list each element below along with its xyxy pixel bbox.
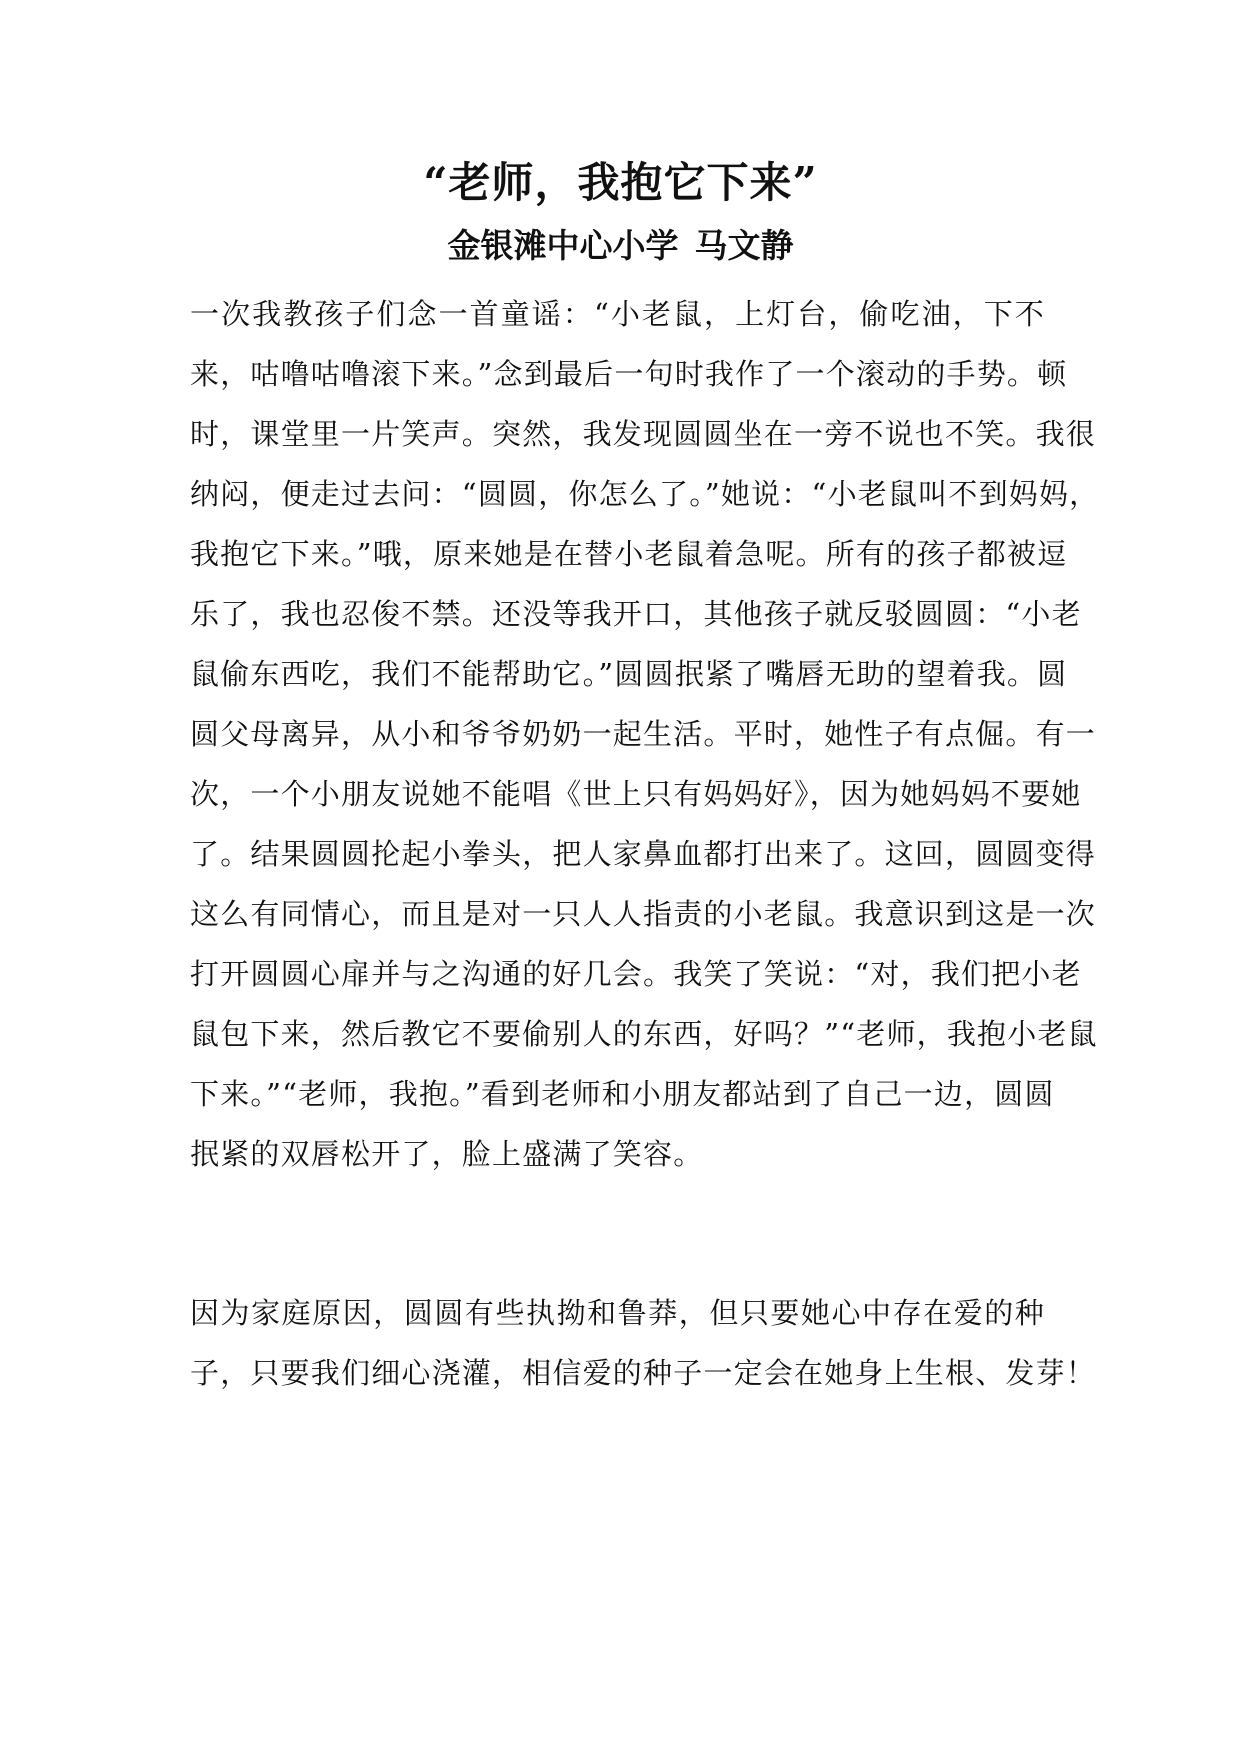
paragraph-line: 鼠包下来，然后教它不要偷别人的东西，好吗？”“老师，我抱小老鼠 bbox=[190, 1017, 1098, 1051]
paragraph-line: 纳闷，便走过去问：“圆圆，你怎么了。”她说：“小老鼠叫不到妈妈， bbox=[190, 477, 1100, 511]
paragraph-line: 次，一个小朋友说她不能唱《世上只有妈妈好》，因为她妈妈不要她 bbox=[190, 777, 1082, 811]
paragraph-line: 时，课堂里一片笑声。突然，我发现圆圆坐在一旁不说也不笑。我很 bbox=[190, 417, 1097, 451]
paragraph-line: 下来。”“老师，我抱。”看到老师和小朋友都站到了自己一边，圆圆 bbox=[190, 1077, 1055, 1111]
paragraph-line: 这么有同情心，而且是对一只人人指责的小老鼠。我意识到这是一次 bbox=[190, 897, 1097, 931]
paragraph-line: 我抱它下来。”哦，原来她是在替小老鼠着急呢。所有的孩子都被逗 bbox=[190, 537, 1068, 571]
paragraph-line: 抿紧的双唇松开了，脸上盛满了笑容。 bbox=[190, 1137, 704, 1171]
paragraph-line: 因为家庭原因，圆圆有些执拗和鲁莽，但只要她心中存在爱的种 bbox=[190, 1296, 1045, 1330]
paragraph-2 bbox=[190, 1283, 1097, 1403]
paragraph-line: 了。结果圆圆抡起小拳头，把人家鼻血都打出来了。这回，圆圆变得 bbox=[190, 837, 1097, 871]
byline-author: 马文静 bbox=[694, 226, 794, 265]
paragraph-line: 一次我教孩子们念一首童谣：“小老鼠，上灯台，偷吃油，下不 bbox=[190, 297, 1045, 331]
paragraph-1 bbox=[190, 284, 1100, 1184]
paragraph-line: 鼠偷东西吃，我们不能帮助它。”圆圆抿紧了嘴唇无助的望着我。圆 bbox=[190, 657, 1068, 691]
byline bbox=[0, 222, 1241, 270]
paragraph-line: 乐了，我也忍俊不禁。还没等我开口，其他孩子就反驳圆圆：“小老 bbox=[190, 597, 1082, 631]
paragraph-line: 来，咕噜咕噜滚下来。”念到最后一句时我作了一个滚动的手势。顿 bbox=[190, 357, 1068, 391]
paragraph-line: 打开圆圆心扉并与之沟通的好几会。我笑了笑说：“对，我们把小老 bbox=[190, 957, 1082, 991]
page-title: “老师，我抱它下来” bbox=[423, 158, 818, 207]
byline-school: 金银滩中心小学 bbox=[447, 226, 679, 265]
paragraph-line: 圆父母离异，从小和爷爷奶奶一起生活。平时，她性子有点倔。有一 bbox=[190, 717, 1097, 751]
paragraph-line: 子，只要我们细心浇灌，相信爱的种子一定会在她身上生根、发芽！ bbox=[190, 1356, 1097, 1390]
